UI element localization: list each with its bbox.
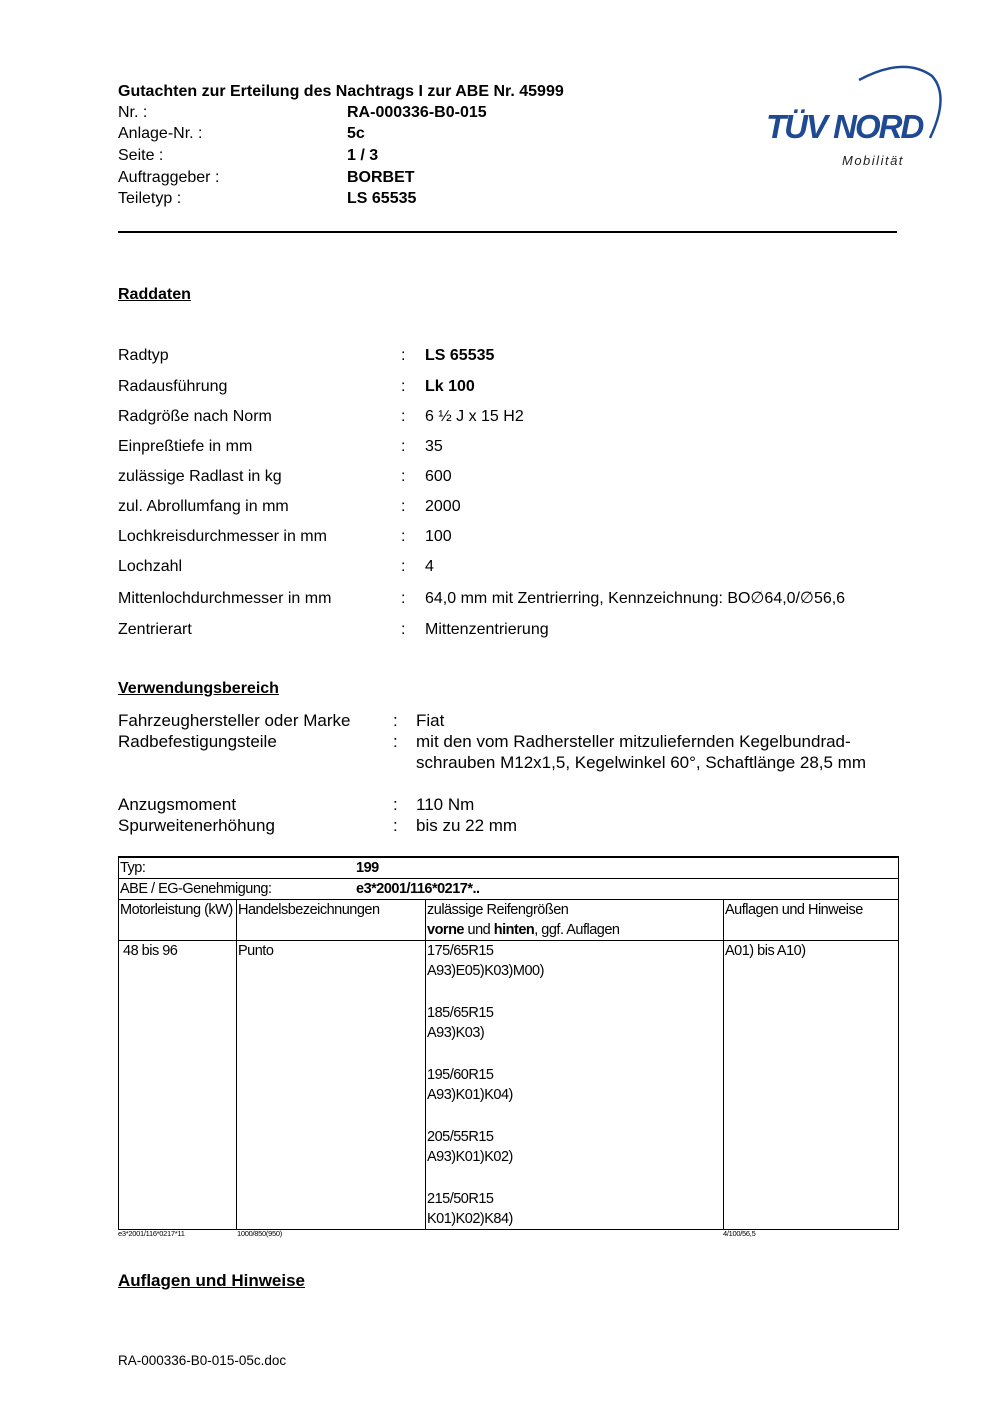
typ-label: Typ: — [120, 860, 146, 876]
raddaten-label: Zentrierart — [118, 621, 192, 638]
verwendung-label: Fahrzeughersteller oder Marke — [118, 711, 351, 730]
verwendung-value: mit den vom Radhersteller mitzuliefernden Kegelbundrad-schrauben M12x1,5, Kegelwinkel 60°, Schaftlänge 28,5 mm — [416, 732, 867, 772]
logo-brand: TÜV NORD — [766, 108, 923, 145]
anlage-label: Anlage-Nr. : — [118, 125, 203, 142]
raddaten-value: 4 — [425, 558, 434, 575]
tyre-codes: K01)K02)K84) — [427, 1211, 513, 1227]
tyre-codes: A93)K01)K04) — [427, 1087, 513, 1103]
raddaten-label: Einpreßtiefe in mm — [118, 438, 253, 455]
document-title: Gutachten zur Erteilung des Nachtrags I zur ABE Nr. 45999 — [118, 83, 564, 100]
raddaten-label: zulässige Radlast in kg — [118, 468, 282, 485]
verwendung-value: Fiat — [416, 711, 445, 730]
colon: : — [393, 816, 398, 835]
raddaten-label: Lochzahl — [118, 558, 183, 575]
colon: : — [393, 711, 398, 730]
verwendung-value: 110 Nm — [416, 795, 475, 814]
raddaten-value: 35 — [425, 438, 443, 455]
raddaten-value: 2000 — [425, 498, 461, 515]
header-rule — [118, 231, 897, 233]
raddaten-label: Radausführung — [118, 378, 228, 395]
raddaten-value: LS 65535 — [425, 347, 495, 364]
raddaten-label: zul. Abrollumfang in mm — [118, 498, 289, 515]
raddaten-value: 600 — [425, 468, 452, 485]
colon: : — [401, 438, 406, 455]
tyre-size: 215/50R15 — [427, 1191, 494, 1207]
colon: : — [393, 732, 398, 751]
colon: : — [401, 558, 406, 575]
auftraggeber-value: BORBET — [347, 169, 415, 186]
table-header-row — [119, 900, 899, 941]
tyre-codes: A93)K01)K02) — [427, 1149, 513, 1165]
col-header-power: Motorleistung (kW) — [119, 900, 237, 941]
abe-value: e3*2001/116*0217*.. — [356, 881, 480, 897]
abe-label: ABE / EG-Genehmigung: — [120, 881, 272, 897]
hinten-text: hinten — [493, 922, 535, 938]
raddaten-label: Mittenlochdurchmesser in mm — [118, 590, 332, 607]
raddaten-label: Radtyp — [118, 347, 169, 364]
raddaten-value: 6 ½ J x 15 H2 — [425, 408, 524, 425]
vehicle-table — [118, 856, 899, 1230]
auflagen-heading: Auflagen und Hinweise — [118, 1271, 306, 1290]
teiletyp-value: LS 65535 — [347, 190, 417, 207]
raddaten-value: Lk 100 — [425, 378, 475, 395]
name-cell: Punto — [237, 941, 426, 1230]
raddaten-heading: Raddaten — [118, 286, 191, 303]
abe-cell — [119, 879, 899, 900]
table-foot-power: 1000/850(950) — [237, 1229, 282, 1238]
tyre-size: 195/60R15 — [427, 1067, 494, 1083]
col-header-notes: Auflagen und Hinweise — [724, 900, 899, 941]
teiletyp-label: Teiletyp : — [118, 190, 182, 207]
table-foot-wheel: 4/100/56,5 — [723, 1229, 756, 1238]
tyres-header-line1: zulässige Reifengrößen — [427, 902, 569, 918]
colon: : — [401, 347, 406, 364]
notes-cell: A01) bis A10) — [724, 941, 899, 1230]
tyre-size: 185/65R15 — [427, 1005, 494, 1021]
colon: : — [401, 590, 406, 607]
colon: : — [401, 621, 406, 638]
colon: : — [401, 378, 406, 395]
typ-value: 199 — [356, 860, 379, 876]
power-cell: 48 bis 96 — [119, 941, 237, 1230]
seite-label: Seite : — [118, 147, 164, 164]
seite-value: 1 / 3 — [347, 147, 379, 164]
col-header-name: Handelsbezeichnungen — [237, 900, 426, 941]
raddaten-label: Radgröße nach Norm — [118, 408, 272, 425]
nr-value: RA-000336-B0-015 — [347, 104, 487, 121]
typ-cell — [119, 857, 899, 879]
tyre-size: 205/55R15 — [427, 1129, 494, 1145]
footer-filename: RA-000336-B0-015-05c.doc — [118, 1353, 287, 1368]
verwendung-label: Anzugsmoment — [118, 795, 237, 814]
typ-row — [119, 857, 899, 879]
anlage-value: 5c — [347, 125, 365, 142]
tuv-nord-logo — [764, 58, 944, 173]
raddaten-value: 100 — [425, 528, 452, 545]
nr-label: Nr. : — [118, 104, 148, 121]
verwendung-value: bis zu 22 mm — [416, 816, 518, 835]
colon: : — [401, 528, 406, 545]
vorne-text: vorne — [427, 922, 464, 938]
abe-row — [119, 879, 899, 900]
colon: : — [393, 795, 398, 814]
tyres-header-line2 — [427, 920, 722, 940]
col-header-tyres — [426, 900, 724, 941]
colon: : — [401, 408, 406, 425]
tyre-size: 175/65R15 — [427, 943, 494, 959]
colon: : — [401, 498, 406, 515]
raddaten-label: Lochkreisdurchmesser in mm — [118, 528, 327, 545]
table-foot-abe: e3*2001/116*0217*11 — [118, 1229, 185, 1238]
tyre-codes: A93)K03) — [427, 1025, 485, 1041]
colon: : — [401, 468, 406, 485]
tyre-codes: A93)E05)K03)M00) — [427, 963, 544, 979]
auftraggeber-label: Auftraggeber : — [118, 169, 220, 186]
verwendung-label: Radbefestigungsteile — [118, 732, 277, 751]
verwendung-heading: Verwendungsbereich — [118, 680, 279, 697]
verwendung-label: Spurweitenerhöhung — [118, 816, 275, 835]
und-text: und — [464, 922, 494, 938]
raddaten-value: Mittenzentrierung — [425, 621, 549, 638]
table-row — [119, 941, 899, 1230]
tyres-cell — [426, 941, 724, 1230]
raddaten-value: 64,0 mm mit Zentrierring, Kennzeichnung: BO∅64,0/∅56,6 — [425, 590, 846, 607]
logo-sub: Mobilität — [842, 153, 904, 168]
auflagen-suffix: , ggf. Auflagen — [534, 922, 620, 938]
